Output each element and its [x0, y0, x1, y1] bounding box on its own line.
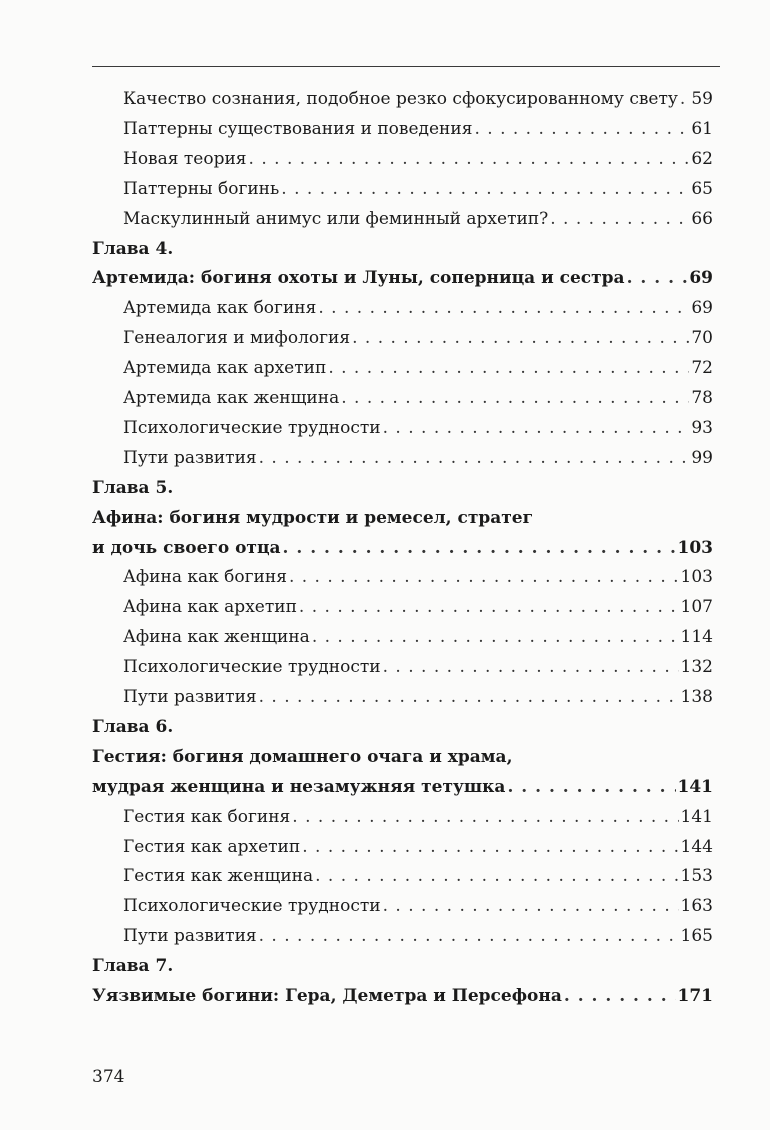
dot-leader: [564, 985, 676, 1007]
dot-leader: [627, 267, 688, 289]
entry-page-number: 153: [680, 866, 713, 886]
entry-title: Артемида как архетип: [123, 358, 327, 378]
dot-leader: [341, 387, 689, 409]
dot-leader: [283, 537, 676, 559]
toc-entry: [123, 327, 713, 349]
toc-entry: [123, 148, 713, 170]
toc-entry: [123, 566, 713, 588]
entry-title: Новая теория: [123, 149, 247, 169]
entry-title: Качество сознания, подобное резко сфокусированному свету: [123, 89, 678, 109]
toc-entry: [123, 118, 713, 140]
entry-page-number: 72: [691, 358, 713, 378]
entry-title: Афина как богиня: [123, 567, 287, 587]
entry-page-number: 69: [689, 268, 713, 288]
entry-page-number: 59: [691, 89, 713, 109]
entry-page-number: 61: [691, 119, 713, 139]
dot-leader: [259, 686, 679, 708]
entry-title: Афина как женщина: [123, 627, 310, 647]
entry-page-number: 114: [680, 627, 713, 647]
entry-title: и дочь своего отца: [92, 538, 281, 558]
toc-entry: [123, 88, 713, 110]
chapter-label: Глава 4.: [92, 239, 174, 259]
entry-title: Психологические трудности: [123, 657, 381, 677]
dot-leader: [289, 566, 679, 588]
toc-entry: [123, 178, 713, 200]
entry-page-number: 103: [680, 567, 713, 587]
dot-leader: [259, 447, 690, 469]
entry-title: Гестия как женщина: [123, 866, 314, 886]
entry-page-number: 138: [680, 687, 713, 707]
dot-leader: [474, 118, 689, 140]
entry-page-number: 65: [691, 179, 713, 199]
dot-leader: [383, 656, 679, 678]
entry-page-number: 78: [691, 388, 713, 408]
dot-leader: [299, 596, 679, 618]
dot-leader: [249, 148, 690, 170]
dot-leader: [550, 208, 689, 230]
entry-page-number: 141: [680, 807, 713, 827]
entry-page-number: 144: [680, 837, 713, 857]
toc-chapter-entry: [92, 776, 713, 798]
toc-entry: [123, 447, 713, 469]
entry-title: Пути развития: [123, 448, 257, 468]
toc-entry: [123, 806, 713, 828]
toc-entry: [123, 297, 713, 319]
entry-title: Афина как архетип: [123, 597, 297, 617]
entry-title: Паттерны богинь: [123, 179, 280, 199]
dot-leader: [281, 178, 689, 200]
toc-entry: [123, 865, 713, 887]
entry-page-number: 62: [691, 149, 713, 169]
entry-page-number: 99: [691, 448, 713, 468]
entry-page-number: 163: [680, 896, 713, 916]
entry-title: Психологические трудности: [123, 418, 381, 438]
entry-title: Артемида как женщина: [123, 388, 340, 408]
entry-page-number: 69: [691, 298, 713, 318]
entry-title: Маскулинный анимус или феминный архетип?: [123, 209, 549, 229]
dot-leader: [507, 776, 675, 798]
toc-entry: [123, 836, 713, 858]
dot-leader: [259, 925, 679, 947]
toc-entry: [123, 387, 713, 409]
toc-chapter-entry: [92, 267, 713, 289]
dot-leader: [352, 327, 689, 349]
toc-entry: [123, 895, 713, 917]
entry-title: Уязвимые богини: Гера, Деметра и Персефона: [92, 986, 562, 1006]
entry-title: Генеалогия и мифология: [123, 328, 351, 348]
chapter-label: Глава 6.: [92, 717, 174, 737]
entry-page-number: 165: [680, 926, 713, 946]
toc-entry: [123, 626, 713, 648]
dot-leader: [680, 88, 689, 110]
toc-chapter-entry: [92, 537, 713, 559]
dot-leader: [292, 806, 678, 828]
dot-leader: [328, 357, 689, 379]
entry-page-number: 132: [680, 657, 713, 677]
entry-page-number: 66: [691, 209, 713, 229]
entry-title: Артемида: богиня охоты и Луны, соперница и сестра: [92, 268, 625, 288]
toc-entry: [123, 925, 713, 947]
entry-title: Гестия как архетип: [123, 837, 301, 857]
entry-page-number: 70: [691, 328, 713, 348]
dot-leader: [302, 836, 678, 858]
toc-entry: [123, 596, 713, 618]
toc-entry: [123, 656, 713, 678]
toc-chapter-entry: [92, 985, 713, 1007]
entry-page-number: 141: [677, 777, 713, 797]
entry-title: Пути развития: [123, 687, 257, 707]
entry-title: Гестия как богиня: [123, 807, 291, 827]
toc-entry: [123, 417, 713, 439]
dot-leader: [312, 626, 679, 648]
entry-title: Паттерны существования и поведения: [123, 119, 473, 139]
dot-leader: [315, 865, 678, 887]
entry-page-number: 107: [680, 597, 713, 617]
entry-title: Психологические трудности: [123, 896, 381, 916]
page-number: 374: [92, 1067, 125, 1087]
toc-entry: [123, 208, 713, 230]
entry-page-number: 103: [677, 538, 713, 558]
entry-page-number: 171: [677, 986, 713, 1006]
chapter-title-line: Гестия: богиня домашнего очага и храма,: [92, 747, 513, 767]
entry-title: мудрая женщина и незамужняя тетушка: [92, 777, 506, 797]
chapter-label: Глава 5.: [92, 478, 174, 498]
entry-title: Пути развития: [123, 926, 257, 946]
entry-title: Артемида как богиня: [123, 298, 317, 318]
dot-leader: [383, 417, 690, 439]
entry-page-number: 93: [691, 418, 713, 438]
chapter-label: Глава 7.: [92, 956, 174, 976]
chapter-title-line: Афина: богиня мудрости и ремесел, стратег: [92, 508, 534, 528]
toc-entry: [123, 686, 713, 708]
dot-leader: [383, 895, 679, 917]
dot-leader: [318, 297, 689, 319]
toc-entry: [123, 357, 713, 379]
